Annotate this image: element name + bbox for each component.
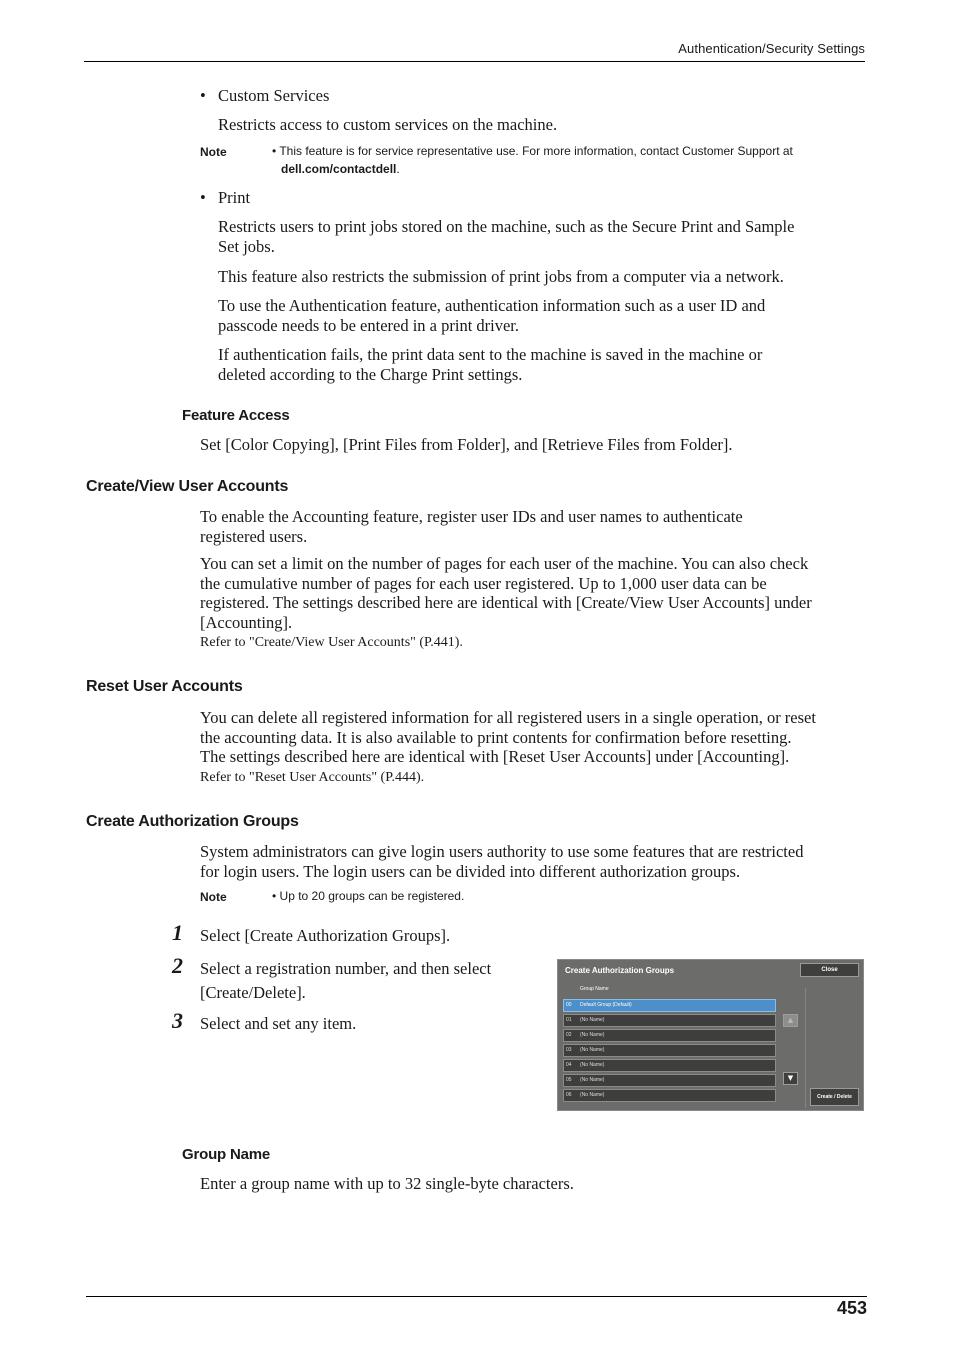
- reset-reference[interactable]: Refer to "Reset User Accounts" (P.444).: [200, 770, 425, 785]
- text-line: the accounting data. It is also available to print contents for confirmation before resetting.: [200, 727, 792, 747]
- scroll-up-button[interactable]: [783, 1014, 798, 1027]
- triangle-down-icon: ▼: [787, 1074, 794, 1082]
- group-number: 01: [566, 1017, 572, 1023]
- page-number: 453: [836, 1298, 867, 1318]
- footer-rule: [86, 1296, 867, 1297]
- group-row[interactable]: [563, 999, 776, 1012]
- group-name: Default Group (Default): [580, 1002, 632, 1008]
- create-view-paragraph-1: [200, 507, 743, 546]
- step-number: 1: [172, 920, 183, 945]
- note-text: [272, 142, 852, 178]
- note-tail: .: [396, 162, 400, 176]
- group-row[interactable]: [563, 1029, 776, 1042]
- header-rule: [84, 61, 865, 62]
- text-line: for login users. The login users can be divided into different authorization groups.: [200, 861, 741, 881]
- note-line-2: [272, 160, 852, 178]
- text-line: You can set a limit on the number of pages for each user of the machine. You can also check: [200, 554, 809, 573]
- create-view-reference[interactable]: Refer to "Create/View User Accounts" (P.441).: [200, 635, 463, 650]
- bullet-dot: •: [200, 86, 206, 105]
- step-number: 3: [172, 1008, 183, 1033]
- column-header-group-name: Group Name: [580, 986, 609, 992]
- bullet-label: Custom Services: [218, 86, 330, 105]
- note-line: • This feature is for service representative use. For more information, contact Customer Support at: [272, 144, 793, 158]
- running-head: Authentication/Security Settings: [678, 41, 865, 56]
- text-line: The settings described here are identical with [Reset User Accounts] under [Accounting].: [200, 747, 790, 766]
- group-name: (No Name): [580, 1047, 605, 1053]
- text-line: Restricts users to print jobs stored on the machine, such as the Secure Print and Sample: [218, 217, 795, 236]
- text-line: passcode needs to be entered in a print driver.: [218, 315, 520, 335]
- group-row[interactable]: [563, 1074, 776, 1087]
- text-line: registered. The settings described here are identical with [Create/View User Accounts] under: [200, 593, 812, 612]
- heading-feature-access: Feature Access: [182, 407, 290, 424]
- group-name: (No Name): [580, 1092, 605, 1098]
- text-line: To enable the Accounting feature, register user IDs and user names to authenticate: [200, 507, 743, 526]
- create-delete-button[interactable]: Create / Delete: [810, 1088, 859, 1106]
- text-line: You can delete all registered information for all registered users in a single operation, or reset: [200, 708, 816, 727]
- text-line: the cumulative number of pages for each user registered. Up to 1,000 user data can be: [200, 573, 767, 593]
- panel-divider: [805, 988, 806, 1108]
- text-line: [Create/Delete].: [200, 982, 306, 1002]
- text-line: System administrators can give login users authority to use some features that are restricted: [200, 842, 804, 861]
- group-number: 00: [566, 1002, 572, 1008]
- note-label: Note: [200, 145, 227, 159]
- create-authorization-groups-panel: [557, 959, 864, 1111]
- panel-title: Create Authorization Groups: [565, 966, 675, 975]
- scroll-controls: [780, 997, 804, 1107]
- step-text: Select [Create Authorization Groups].: [200, 926, 451, 945]
- text-line: [Accounting].: [200, 612, 293, 632]
- text-line: deleted according to the Charge Print settings.: [218, 364, 523, 384]
- group-row[interactable]: [563, 1014, 776, 1027]
- note-link[interactable]: dell.com/contactdell: [281, 162, 397, 176]
- group-row[interactable]: [563, 1059, 776, 1072]
- auth-groups-paragraph: [200, 842, 803, 881]
- group-number: 05: [566, 1077, 572, 1083]
- group-name: (No Name): [580, 1077, 605, 1083]
- bullet-print: [200, 188, 250, 208]
- text-line: To use the Authentication feature, authentication information such as a user ID and: [218, 296, 766, 315]
- scroll-down-button[interactable]: [783, 1072, 798, 1085]
- heading-create-authorization-groups: Create Authorization Groups: [86, 813, 299, 830]
- step-text: [200, 959, 491, 1002]
- close-button[interactable]: Close: [800, 963, 859, 977]
- group-number: 02: [566, 1032, 572, 1038]
- print-paragraph-1: [218, 217, 794, 256]
- print-paragraph-2: This feature also restricts the submission of print jobs from a computer via a network.: [218, 267, 784, 286]
- bullet-dot: •: [200, 188, 206, 207]
- group-number: 04: [566, 1062, 572, 1068]
- group-row[interactable]: [563, 1044, 776, 1057]
- bullet-custom-services: [200, 86, 329, 106]
- print-paragraph-4: [218, 345, 762, 384]
- triangle-up-icon: ▲: [787, 1016, 794, 1024]
- group-name: (No Name): [580, 1032, 605, 1038]
- group-number: 06: [566, 1092, 572, 1098]
- step-number: 2: [172, 953, 183, 978]
- bullet-label: Print: [218, 188, 251, 207]
- text-line: registered users.: [200, 526, 308, 546]
- reset-paragraph: [200, 708, 816, 767]
- print-paragraph-3: [218, 296, 765, 335]
- note-text: • Up to 20 groups can be registered.: [272, 889, 465, 903]
- heading-reset-user-accounts: Reset User Accounts: [86, 678, 243, 695]
- group-name-text: Enter a group name with up to 32 single-byte characters.: [200, 1174, 574, 1193]
- group-row[interactable]: [563, 1089, 776, 1102]
- heading-create-view-user-accounts: Create/View User Accounts: [86, 478, 289, 495]
- create-view-paragraph-2: [200, 554, 812, 632]
- feature-access-text: Set [Color Copying], [Print Files from Folder], and [Retrieve Files from Folder].: [200, 435, 733, 454]
- text-line: Select a registration number, and then select: [200, 959, 492, 978]
- step-text: Select and set any item.: [200, 1014, 357, 1033]
- text-line: Set jobs.: [218, 236, 275, 256]
- group-name: (No Name): [580, 1017, 605, 1023]
- note-label: Note: [200, 890, 227, 904]
- text-line: If authentication fails, the print data sent to the machine is saved in the machine or: [218, 345, 763, 364]
- group-number: 03: [566, 1047, 572, 1053]
- group-list: [563, 999, 776, 1104]
- custom-services-text: Restricts access to custom services on the machine.: [218, 115, 558, 134]
- heading-group-name: Group Name: [182, 1146, 271, 1163]
- group-name: (No Name): [580, 1062, 605, 1068]
